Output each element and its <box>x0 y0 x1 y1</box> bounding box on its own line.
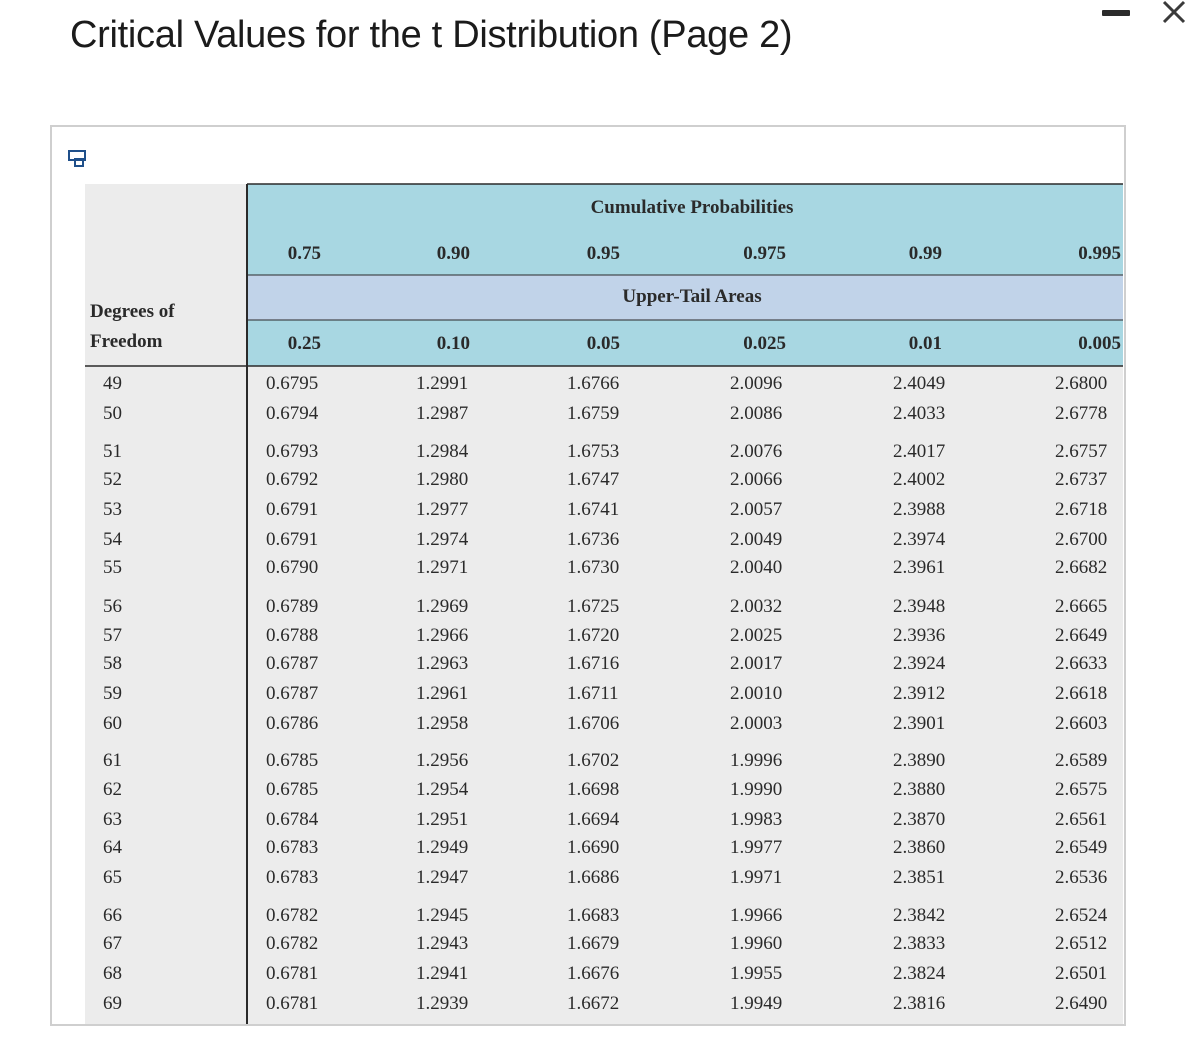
value-cell-2-2: 1.2984 <box>416 441 469 462</box>
value-cell-9-4: 2.0017 <box>730 653 783 674</box>
value-cell-17-1: 0.6782 <box>266 905 319 926</box>
value-cell-16-2: 1.2947 <box>416 867 469 888</box>
value-cell-10-1: 0.6787 <box>266 683 319 704</box>
value-cell-5-2: 1.2974 <box>416 529 469 550</box>
value-cell-3-2: 1.2980 <box>416 469 469 490</box>
value-cell-12-5: 2.3890 <box>893 750 946 771</box>
value-cell-17-5: 2.3842 <box>893 905 946 926</box>
value-cell-0-2: 1.2991 <box>416 373 469 394</box>
df-cell-13: 62 <box>103 779 122 800</box>
value-cell-16-3: 1.6686 <box>567 867 620 888</box>
value-cell-6-2: 1.2971 <box>416 557 469 578</box>
cumulative-header-2: 0.95 <box>586 243 620 264</box>
value-cell-8-6: 2.6649 <box>1055 625 1108 646</box>
value-cell-10-5: 2.3912 <box>893 683 946 704</box>
value-cell-0-3: 1.6766 <box>567 373 620 394</box>
value-cell-19-4: 1.9955 <box>730 963 783 984</box>
upper-tail-header-2: 0.05 <box>586 333 620 354</box>
upper-tail-header-3: 0.025 <box>743 333 786 354</box>
df-cell-1: 50 <box>103 403 122 424</box>
page-title: Critical Values for the t Distribution (Page 2) <box>70 14 793 56</box>
df-label-line2: Freedom <box>90 331 163 352</box>
value-cell-1-4: 2.0086 <box>730 403 783 424</box>
value-cell-17-3: 1.6683 <box>567 905 620 926</box>
value-cell-20-5: 2.3816 <box>893 993 946 1014</box>
value-cell-19-6: 2.6501 <box>1055 963 1108 984</box>
df-cell-0: 49 <box>103 373 122 394</box>
df-cell-7: 56 <box>103 596 122 617</box>
upper-tail-header-1: 0.10 <box>436 333 470 354</box>
value-cell-9-6: 2.6633 <box>1055 653 1108 674</box>
value-cell-4-4: 2.0057 <box>730 499 783 520</box>
value-cell-5-4: 2.0049 <box>730 529 783 550</box>
value-cell-13-1: 0.6785 <box>266 779 319 800</box>
value-cell-6-6: 2.6682 <box>1055 557 1108 578</box>
df-cell-15: 64 <box>103 837 122 858</box>
value-cell-3-5: 2.4002 <box>893 469 946 490</box>
value-cell-6-1: 0.6790 <box>266 557 319 578</box>
value-cell-15-3: 1.6690 <box>567 837 620 858</box>
value-cell-2-4: 2.0076 <box>730 441 783 462</box>
df-cell-5: 54 <box>103 529 122 550</box>
df-cell-3: 52 <box>103 469 122 490</box>
value-cell-7-5: 2.3948 <box>893 596 946 617</box>
value-cell-10-2: 1.2961 <box>416 683 469 704</box>
df-cell-14: 63 <box>103 809 122 830</box>
value-cell-7-4: 2.0032 <box>730 596 783 617</box>
cumulative-header-1: 0.90 <box>436 243 470 264</box>
value-cell-4-1: 0.6791 <box>266 499 319 520</box>
value-cell-20-1: 0.6781 <box>266 993 319 1014</box>
value-cell-14-6: 2.6561 <box>1055 809 1108 830</box>
value-cell-9-2: 1.2963 <box>416 653 469 674</box>
value-cell-7-2: 1.2969 <box>416 596 469 617</box>
value-cell-13-6: 2.6575 <box>1055 779 1108 800</box>
cumulative-header-0: 0.75 <box>287 243 321 264</box>
df-cell-17: 66 <box>103 905 122 926</box>
value-cell-10-6: 2.6618 <box>1055 683 1108 704</box>
value-cell-2-1: 0.6793 <box>266 441 319 462</box>
value-cell-12-6: 2.6589 <box>1055 750 1108 771</box>
upper-tail-header-4: 0.01 <box>908 333 942 354</box>
df-cell-19: 68 <box>103 963 122 984</box>
df-cell-10: 59 <box>103 683 122 704</box>
df-label-line1: Degrees of <box>90 301 175 322</box>
value-cell-7-1: 0.6789 <box>266 596 319 617</box>
value-cell-11-4: 2.0003 <box>730 713 783 734</box>
value-cell-1-6: 2.6778 <box>1055 403 1108 424</box>
value-cell-13-4: 1.9990 <box>730 779 783 800</box>
value-cell-19-1: 0.6781 <box>266 963 319 984</box>
value-cell-14-1: 0.6784 <box>266 809 319 830</box>
value-cell-1-3: 1.6759 <box>567 403 620 424</box>
value-cell-18-1: 0.6782 <box>266 933 319 954</box>
value-cell-16-1: 0.6783 <box>266 867 319 888</box>
value-cell-18-3: 1.6679 <box>567 933 620 954</box>
value-cell-3-1: 0.6792 <box>266 469 319 490</box>
value-cell-3-6: 2.6737 <box>1055 469 1108 490</box>
value-cell-8-3: 1.6720 <box>567 625 620 646</box>
value-cell-19-2: 1.2941 <box>416 963 469 984</box>
value-cell-0-6: 2.6800 <box>1055 373 1108 394</box>
value-cell-6-5: 2.3961 <box>893 557 946 578</box>
cumulative-probabilities-title: Cumulative Probabilities <box>590 197 794 218</box>
value-cell-15-4: 1.9977 <box>730 837 783 858</box>
value-cell-14-5: 2.3870 <box>893 809 946 830</box>
cumulative-header-5: 0.995 <box>1078 243 1121 264</box>
value-cell-13-3: 1.6698 <box>567 779 620 800</box>
value-cell-14-4: 1.9983 <box>730 809 783 830</box>
value-cell-0-5: 2.4049 <box>893 373 946 394</box>
value-cell-1-5: 2.4033 <box>893 403 946 424</box>
value-cell-13-5: 2.3880 <box>893 779 946 800</box>
value-cell-18-2: 1.2943 <box>416 933 469 954</box>
value-cell-5-6: 2.6700 <box>1055 529 1108 550</box>
value-cell-0-4: 2.0096 <box>730 373 783 394</box>
value-cell-4-6: 2.6718 <box>1055 499 1108 520</box>
df-cell-12: 61 <box>103 750 122 771</box>
value-cell-4-3: 1.6741 <box>567 499 620 520</box>
value-cell-9-1: 0.6787 <box>266 653 319 674</box>
df-cell-16: 65 <box>103 867 122 888</box>
value-cell-16-5: 2.3851 <box>893 867 946 888</box>
value-cell-14-3: 1.6694 <box>567 809 620 830</box>
value-cell-18-5: 2.3833 <box>893 933 946 954</box>
value-cell-3-4: 2.0066 <box>730 469 783 490</box>
value-cell-12-3: 1.6702 <box>567 750 620 771</box>
df-cell-20: 69 <box>103 993 122 1014</box>
value-cell-2-3: 1.6753 <box>567 441 620 462</box>
upper-tail-header-0: 0.25 <box>287 333 321 354</box>
df-cell-8: 57 <box>103 625 122 646</box>
value-cell-8-1: 0.6788 <box>266 625 319 646</box>
value-cell-0-1: 0.6795 <box>266 373 319 394</box>
value-cell-2-6: 2.6757 <box>1055 441 1108 462</box>
value-cell-11-2: 1.2958 <box>416 713 469 734</box>
value-cell-10-3: 1.6711 <box>567 683 619 704</box>
upper-tail-areas-title: Upper-Tail Areas <box>622 286 762 307</box>
value-cell-10-4: 2.0010 <box>730 683 783 704</box>
value-cell-5-5: 2.3974 <box>893 529 946 550</box>
value-cell-20-2: 1.2939 <box>416 993 469 1014</box>
value-cell-20-4: 1.9949 <box>730 993 783 1014</box>
cumulative-header-3: 0.975 <box>743 243 786 264</box>
value-cell-13-2: 1.2954 <box>416 779 469 800</box>
value-cell-1-1: 0.6794 <box>266 403 319 424</box>
value-cell-14-2: 1.2951 <box>416 809 469 830</box>
value-cell-1-2: 1.2987 <box>416 403 469 424</box>
value-cell-4-5: 2.3988 <box>893 499 946 520</box>
value-cell-7-6: 2.6665 <box>1055 596 1108 617</box>
value-cell-12-2: 1.2956 <box>416 750 469 771</box>
value-cell-8-5: 2.3936 <box>893 625 946 646</box>
value-cell-15-5: 2.3860 <box>893 837 946 858</box>
df-cell-18: 67 <box>103 933 122 954</box>
value-cell-11-1: 0.6786 <box>266 713 319 734</box>
values-body-band <box>247 366 1123 1024</box>
df-cell-11: 60 <box>103 713 122 734</box>
value-cell-12-1: 0.6785 <box>266 750 319 771</box>
df-cell-9: 58 <box>103 653 122 674</box>
value-cell-16-6: 2.6536 <box>1055 867 1108 888</box>
value-cell-4-2: 1.2977 <box>416 499 469 520</box>
value-cell-15-6: 2.6549 <box>1055 837 1108 858</box>
value-cell-6-3: 1.6730 <box>567 557 620 578</box>
df-cell-6: 55 <box>103 557 122 578</box>
value-cell-11-5: 2.3901 <box>893 713 946 734</box>
value-cell-17-2: 1.2945 <box>416 905 469 926</box>
value-cell-20-6: 2.6490 <box>1055 993 1108 1014</box>
value-cell-6-4: 2.0040 <box>730 557 783 578</box>
value-cell-19-5: 2.3824 <box>893 963 946 984</box>
value-cell-17-4: 1.9966 <box>730 905 783 926</box>
df-cell-4: 53 <box>103 499 122 520</box>
value-cell-2-5: 2.4017 <box>893 441 946 462</box>
value-cell-15-2: 1.2949 <box>416 837 469 858</box>
value-cell-5-3: 1.6736 <box>567 529 620 550</box>
value-cell-16-4: 1.9971 <box>730 867 783 888</box>
value-cell-15-1: 0.6783 <box>266 837 319 858</box>
value-cell-5-1: 0.6791 <box>266 529 319 550</box>
cumulative-header-4: 0.99 <box>908 243 942 264</box>
value-cell-7-3: 1.6725 <box>567 596 620 617</box>
value-cell-3-3: 1.6747 <box>567 469 620 490</box>
value-cell-9-5: 2.3924 <box>893 653 946 674</box>
value-cell-19-3: 1.6676 <box>567 963 620 984</box>
value-cell-12-4: 1.9996 <box>730 750 783 771</box>
upper-tail-header-5: 0.005 <box>1078 333 1121 354</box>
df-cell-2: 51 <box>103 441 122 462</box>
value-cell-17-6: 2.6524 <box>1055 905 1108 926</box>
value-cell-9-3: 1.6716 <box>567 653 620 674</box>
value-cell-20-3: 1.6672 <box>567 993 620 1014</box>
value-cell-11-3: 1.6706 <box>567 713 620 734</box>
value-cell-18-4: 1.9960 <box>730 933 783 954</box>
value-cell-11-6: 2.6603 <box>1055 713 1108 734</box>
value-cell-8-2: 1.2966 <box>416 625 469 646</box>
value-cell-8-4: 2.0025 <box>730 625 783 646</box>
value-cell-18-6: 2.6512 <box>1055 933 1108 954</box>
upper-tail-values-band <box>247 320 1123 366</box>
